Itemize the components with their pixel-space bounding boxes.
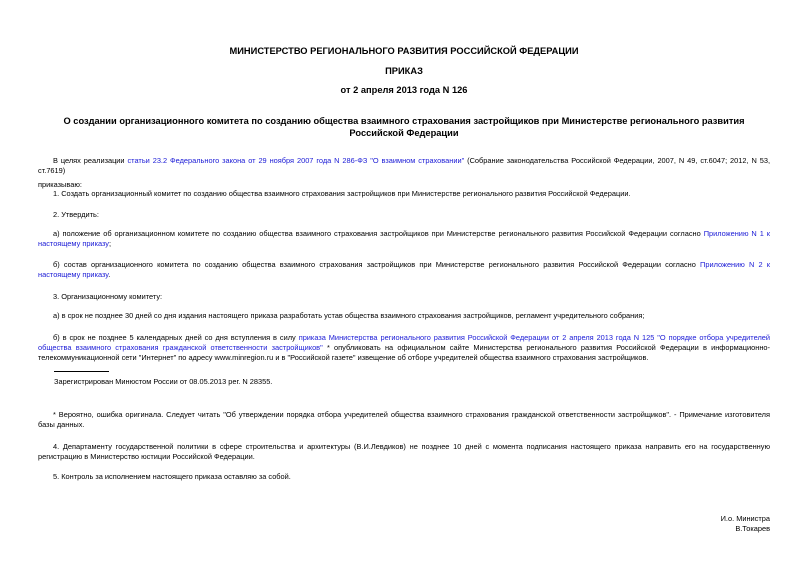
preamble-paragraph [38, 156, 770, 176]
item-4: 4. Департаменту государственной политики в сфере строительства и архитектуры (В.И.Левдиков) не позднее 10 дней с момента подписания настоящего приказа направить его на государственную регистрацию в Министерство юстиции Российской Федерации. [38, 442, 770, 461]
appendix-1-link[interactable]: Приложению N 1 к настоящему приказу [38, 229, 771, 248]
date-number-heading: от 2 апреля 2013 года N 126 [340, 85, 468, 95]
item-3b-end: опубликовать на официальном сайте Министерства регионального развития Российской Федерации в информационно-телекоммуникационной сети "Интернет" по адресу www.minregion.ru и в "Российской газете" извещение об отборе учредителей общества взаимного страхования застройщиков. [38, 343, 770, 362]
footnote-divider [54, 371, 109, 372]
order-125-link[interactable]: приказа Министерства регионального развития Российской Федерации от 2 апреля 2013 года N 125 "О порядке отбора учредителей общества взаимного страхования гражданской ответственности застройщиков" [38, 333, 770, 352]
item-2: 2. Утвердить: [53, 210, 99, 219]
item-2a-end: ; [109, 239, 112, 248]
item-2a-text: а) положение об организационном комитете по созданию общества взаимного страхования застройщиков при Министерстве регионального развития Российской Федерации согласно [53, 229, 704, 238]
item-2a [38, 229, 770, 249]
preamble-suffix: (Собрание законодательства Российской Федерации, 2007, N 49, ст.6047; 2012, N 53, ст.7619) [38, 156, 770, 175]
footnote: * Вероятно, ошибка оригинала. Следует читать "Об утверждении порядка отбора учредителей общества взаимного страхования гражданской ответственности застройщиков". - Примечание изготовителя базы данных. [38, 410, 770, 429]
signatory-name: В.Токарев [735, 524, 770, 533]
doc-type-heading: ПРИКАЗ [385, 66, 423, 76]
registration-note: Зарегистрирован Минюстом России от 08.05.2013 рег. N 28355. [54, 377, 273, 386]
item-3a: а) в срок не позднее 30 дней со дня издания настоящего приказа разработать устав общества взаимного страхования застройщиков, регламент учредительного собрания; [53, 311, 645, 320]
item-3b-text: б) в срок не позднее 5 календарных дней со дня вступления в силу [53, 333, 299, 342]
appendix-2-link[interactable]: Приложению N 2 к настоящему приказу [38, 260, 771, 279]
document-title: О создании организационного комитета по созданию общества взаимного страхования застройщиков при Министерстве регионального развития Российской Федерации [63, 116, 745, 138]
item-3b [38, 333, 770, 363]
item-2b [38, 260, 770, 280]
item-5: 5. Контроль за исполнением настоящего приказа оставляю за собой. [53, 472, 291, 481]
federal-law-link[interactable]: статьи 23.2 Федерального закона от 29 ноября 2007 года N 286-ФЗ "О взаимном страховании" [127, 156, 465, 165]
order-word: приказываю: [38, 180, 82, 189]
preamble-prefix: В целях реализации [53, 156, 128, 165]
item-3: 3. Организационному комитету: [53, 292, 163, 301]
footnote-mark: * [322, 343, 335, 352]
item-1: 1. Создать организационный комитет по созданию общества взаимного страхования застройщиков при Министерстве регионального развития Российской Федерации. [53, 189, 631, 198]
item-2b-text: б) состав организационного комитета по созданию общества взаимного страхования застройщиков при Министерстве регионального развития Российской Федерации согласно [53, 260, 701, 269]
signatory-position: И.о. Министра [720, 514, 770, 523]
item-2b-end: . [108, 270, 111, 279]
ministry-heading: МИНИСТЕРСТВО РЕГИОНАЛЬНОГО РАЗВИТИЯ РОССИЙСКОЙ ФЕДЕРАЦИИ [229, 46, 579, 56]
